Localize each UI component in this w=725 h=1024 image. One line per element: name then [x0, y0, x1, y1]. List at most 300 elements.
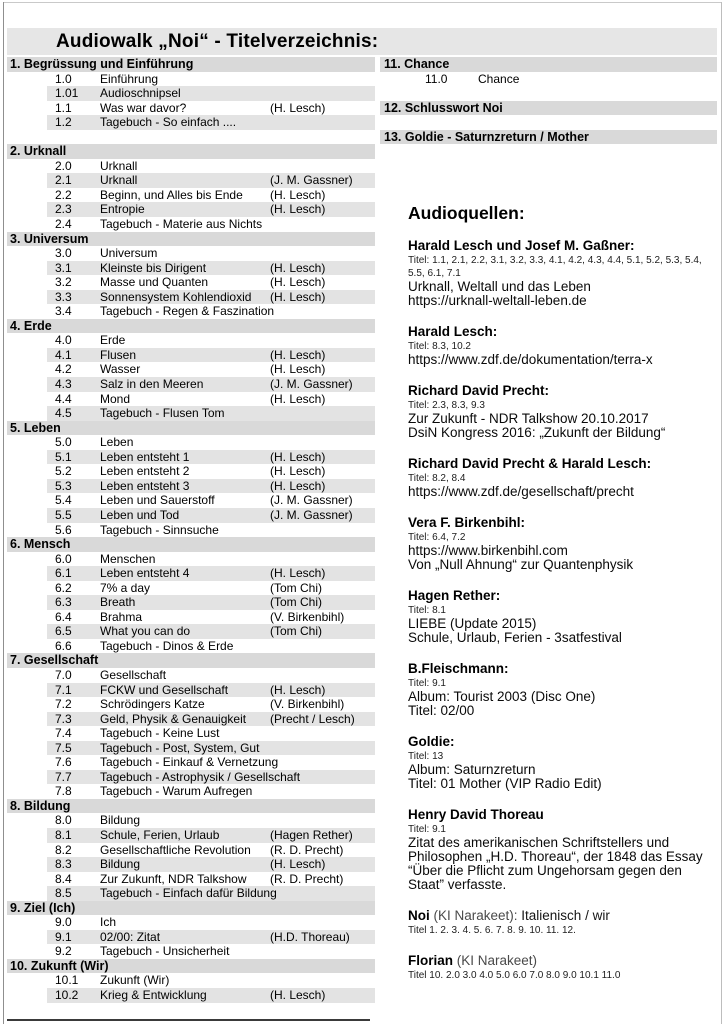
track-row [47, 523, 375, 538]
track-title: Was war davor? [100, 100, 187, 115]
source-detail-line: Zitat des amerikanischen Schriftstellers und Philosophen „H.D. Thoreau“, der 1848 das Essay “Über die Pflicht zum Ungehorsam gegen den Staat” verfasste. [408, 835, 703, 892]
track-row [47, 86, 375, 101]
source-name-line [408, 323, 716, 340]
track-number: 5.5 [55, 507, 72, 522]
source-detail-line: Urknall, Weltall und das Leben [408, 279, 591, 294]
track-number: 5.4 [55, 493, 72, 508]
section-header: 3. Universum [7, 232, 375, 247]
track-title: 02/00: Zitat [100, 929, 161, 944]
track-author [270, 523, 375, 538]
track-author: (H. Lesch) [270, 464, 326, 479]
audio-source-entry [408, 587, 716, 645]
track-title: Masse und Quanten [100, 275, 209, 290]
track-title: Kleinste bis Dirigent [100, 260, 207, 275]
track-row [47, 784, 375, 799]
track-author [270, 755, 375, 770]
audio-sources-panel [408, 203, 716, 997]
source-name-line [408, 907, 716, 924]
track-row [47, 610, 375, 625]
track-title: Tagebuch - Dinos & Erde [100, 638, 234, 653]
track-number: 8.4 [55, 871, 72, 886]
track-number: 11.0 [425, 71, 448, 86]
track-author: (H. Lesch) [270, 857, 326, 872]
track-author [270, 552, 375, 567]
track-author: (V. Birkenbihl) [270, 697, 345, 712]
track-number: 6.1 [55, 566, 72, 581]
audio-sources-list [408, 237, 716, 982]
track-author [270, 726, 375, 741]
track-title: Krieg & Entwicklung [100, 988, 207, 1002]
track-number: 6.0 [55, 551, 72, 566]
track-row [47, 624, 375, 639]
track-author [270, 72, 375, 87]
track-title: Tagebuch - Materie aus Nichts [100, 217, 263, 232]
track-row [47, 304, 375, 319]
track-title: Entropie [100, 202, 145, 217]
track-row [47, 173, 375, 188]
track-title: FCKW und Gesellschaft [100, 682, 229, 697]
track-number: 5.6 [55, 522, 72, 537]
track-row [47, 508, 375, 523]
source-detail-line: Schule, Urlaub, Ferien - 3satfestival [408, 630, 622, 645]
track-row [47, 159, 375, 174]
track-row [47, 261, 375, 276]
track-title: Tagebuch - Sinnsuche [100, 522, 219, 537]
track-row [47, 246, 375, 261]
section-gap [7, 130, 375, 145]
track-title: Tagebuch - Einfach dafür Bildung [100, 886, 277, 901]
track-row [47, 392, 375, 407]
source-detail-line: Zur Zukunft - NDR Talkshow 20.10.2017 [408, 411, 649, 426]
track-author: (H. Lesch) [270, 478, 326, 493]
track-author [270, 770, 375, 785]
track-number: 4.1 [55, 347, 72, 362]
track-row [47, 377, 375, 392]
track-number: 1.01 [55, 86, 79, 101]
track-author: (H. Lesch) [270, 449, 326, 464]
source-name-line [408, 587, 716, 604]
source-name-detail: (KI Narakeet) [453, 953, 538, 968]
source-name-line [408, 455, 716, 472]
source-titel-list: Titel 1. 2. 3. 4. 5. 6. 7. 8. 9. 10. 11. 12. [408, 925, 576, 936]
track-row [47, 886, 375, 901]
source-name: Richard David Precht & Harald Lesch: [408, 456, 652, 471]
source-titel-list: Titel: 8.3, 10.2 [408, 341, 471, 352]
track-number: 6.6 [55, 638, 72, 653]
track-row [47, 683, 375, 698]
source-name-detail: (KI Narakeet): [429, 908, 522, 923]
source-titel-list: Titel: 1.1, 2.1, 2.2, 3.1, 3.2, 3.3, 4.1, 4.2, 4.3, 4.4, 5.1, 5.2, 5.3, 5.4, 5.5, 6.1, 7.1 [408, 255, 702, 279]
toc-left-column [7, 57, 375, 1003]
track-number: 3.4 [55, 304, 72, 319]
track-row [47, 988, 375, 1003]
track-author: (H. Lesch) [270, 275, 326, 290]
track-author [270, 639, 375, 654]
track-number: 5.1 [55, 449, 72, 464]
audio-source-entry [408, 514, 716, 572]
audio-source-entry [408, 382, 716, 440]
track-number: 5.0 [55, 435, 72, 450]
track-number: 9.0 [55, 915, 72, 930]
track-row [47, 202, 375, 217]
track-number: 7.2 [55, 697, 72, 712]
track-row [47, 552, 375, 567]
track-row [47, 595, 375, 610]
track-title: Leben und Sauerstoff [100, 493, 215, 508]
source-name-line [408, 237, 716, 254]
track-row [47, 741, 375, 756]
track-number: 1.0 [55, 71, 72, 86]
track-number: 3.0 [55, 246, 72, 261]
track-author: (H.D. Thoreau) [270, 929, 350, 944]
track-row [47, 348, 375, 363]
section-gap [380, 86, 717, 101]
track-number: 7.0 [55, 667, 72, 682]
track-number: 7.8 [55, 784, 72, 799]
track-number: 8.3 [55, 857, 72, 872]
track-title: Tagebuch - Flusen Tom [100, 406, 225, 421]
track-number: 7.1 [55, 682, 72, 697]
track-author [270, 915, 375, 930]
track-number: 7.5 [55, 740, 72, 755]
track-row [47, 944, 375, 959]
track-number: 10.2 [55, 988, 79, 1002]
track-row [47, 973, 375, 988]
track-number: 9.2 [55, 944, 72, 959]
track-title: Leben entsteht 2 [100, 464, 190, 479]
track-row [47, 726, 375, 741]
track-title: Erde [100, 333, 126, 348]
track-title: Salz in den Meeren [100, 377, 204, 392]
source-name-line [408, 382, 716, 399]
track-title: Tagebuch - Keine Lust [100, 726, 220, 741]
source-titel-list: Titel: 6.4, 7.2 [408, 532, 466, 543]
track-row [47, 915, 375, 930]
track-row [47, 362, 375, 377]
track-author [270, 159, 375, 174]
track-number: 4.0 [55, 333, 72, 348]
track-title: Bildung [100, 813, 141, 828]
track-row [47, 275, 375, 290]
track-title: Chance [478, 71, 520, 86]
track-number: 7.4 [55, 726, 72, 741]
track-title: Schrödingers Katze [100, 697, 205, 712]
section-header: 10. Zukunft (Wir) [7, 959, 375, 974]
track-number: 7.3 [55, 711, 72, 726]
track-row [47, 435, 375, 450]
track-number: 1.1 [55, 100, 72, 115]
track-title: Brahma [100, 609, 143, 624]
source-name-language: Italienisch / wir [521, 908, 610, 923]
section-header: 6. Mensch [7, 537, 375, 552]
section-header: 7. Gesellschaft [7, 653, 375, 668]
audio-source-entry [408, 237, 716, 308]
track-row [47, 464, 375, 479]
track-row [420, 72, 717, 87]
track-number: 1.2 [55, 115, 72, 130]
source-name-line [408, 660, 716, 677]
track-author: (R. D. Precht) [270, 842, 344, 857]
track-title: Einführung [100, 71, 159, 86]
track-title: Gesellschaft [100, 667, 167, 682]
track-row [47, 566, 375, 581]
track-title: Beginn, und Alles bis Ende [100, 187, 243, 202]
track-number: 5.2 [55, 464, 72, 479]
source-name: Goldie: [408, 734, 455, 749]
source-url-link[interactable]: https://urknall-weltall-leben.de [408, 293, 587, 308]
track-title: Leben [100, 435, 134, 450]
track-row [47, 217, 375, 232]
track-title: Zur Zukunft, NDR Talkshow [100, 871, 247, 886]
track-author [270, 973, 375, 988]
section-gap [380, 115, 717, 130]
track-author: (H. Lesch) [270, 566, 326, 581]
track-author: (H. Lesch) [270, 289, 326, 304]
track-number: 3.3 [55, 289, 72, 304]
track-row [47, 493, 375, 508]
track-title: Tagebuch - Regen & Faszination [100, 304, 275, 319]
toc-right-column [380, 57, 717, 144]
track-author: (H. Lesch) [270, 202, 326, 217]
track-number: 3.1 [55, 260, 72, 275]
page-border-right [721, 2, 722, 1024]
track-title: Wasser [100, 362, 141, 377]
source-detail-line: LIEBE (Update 2015) [408, 616, 537, 631]
track-author [270, 333, 375, 348]
track-title: Tagebuch - Unsicherheit [100, 944, 230, 959]
track-row [47, 828, 375, 843]
source-titel-list: Titel: 2.3, 8.3, 9.3 [408, 400, 485, 411]
section-header: 12. Schlusswort Noi [380, 101, 717, 116]
track-number: 9.1 [55, 929, 72, 944]
source-titel-list: Titel: 8.1 [408, 605, 446, 616]
track-row [47, 479, 375, 494]
source-detail-line: Titel: 02/00 [408, 703, 475, 718]
track-author [270, 406, 375, 421]
track-title: Leben entsteht 1 [100, 449, 190, 464]
track-author: (H. Lesch) [270, 682, 326, 697]
track-title: Ich [100, 915, 117, 930]
track-author [270, 435, 375, 450]
source-titel-list: Titel: 9.1 [408, 824, 446, 835]
track-author: (Tom Chi) [270, 580, 323, 595]
track-author: (Precht / Lesch) [270, 711, 355, 726]
source-name-line [408, 514, 716, 531]
section-header: 1. Begrüssung und Einführung [7, 57, 375, 72]
track-row [47, 930, 375, 945]
track-title: Gesellschaftliche Revolution [100, 842, 251, 857]
track-row [47, 581, 375, 596]
track-title: Universum [100, 246, 158, 261]
source-name: Richard David Precht: [408, 383, 550, 398]
track-author: (H. Lesch) [270, 347, 326, 362]
audio-sources-heading: Audioquellen: [408, 203, 525, 223]
track-number: 4.2 [55, 362, 72, 377]
source-name: Florian [408, 953, 454, 968]
track-number: 2.1 [55, 173, 72, 188]
section-header: 5. Leben [7, 421, 375, 436]
track-author: (H. Lesch) [270, 362, 326, 377]
track-author: (Hagen Rether) [270, 827, 353, 842]
source-name: Vera F. Birkenbihl: [408, 515, 526, 530]
track-author: (J. M. Gassner) [270, 377, 353, 392]
track-row [47, 857, 375, 872]
source-detail-line: DsiN Kongress 2016: „Zukunft der Bildung“ [408, 425, 666, 440]
source-name: B.Fleischmann: [408, 661, 509, 676]
track-title: Mond [100, 391, 131, 406]
track-title: Flusen [100, 347, 137, 362]
track-row [47, 101, 375, 116]
track-number: 3.2 [55, 275, 72, 290]
track-author [270, 886, 375, 901]
track-title: Tagebuch - Post, System, Gut [100, 740, 260, 755]
page-border-bottom [7, 1019, 370, 1021]
source-detail-line: Album: Saturnzreturn [408, 762, 536, 777]
track-author [270, 784, 375, 799]
track-title: Leben entsteht 3 [100, 478, 190, 493]
track-author: (H. Lesch) [270, 391, 326, 406]
title-bar [7, 28, 717, 55]
track-row [47, 450, 375, 465]
source-url-link[interactable]: https://www.birkenbihl.com [408, 543, 568, 558]
track-author [270, 813, 375, 828]
audio-source-entry [408, 660, 716, 718]
source-name: Noi [408, 908, 430, 923]
track-number: 6.4 [55, 609, 72, 624]
track-number: 7.7 [55, 769, 72, 784]
track-author: (H. Lesch) [270, 988, 326, 1002]
track-row [47, 813, 375, 828]
audio-source-entry [408, 455, 716, 499]
source-titel-list: Titel: 8.2, 8.4 [408, 473, 466, 484]
track-title: 7% a day [100, 580, 151, 595]
track-title: Zukunft (Wir) [100, 973, 170, 988]
track-number: 4.3 [55, 377, 72, 392]
track-author [270, 741, 375, 756]
track-author: (Tom Chi) [270, 595, 323, 610]
track-author: (R. D. Precht) [270, 871, 344, 886]
track-author [270, 115, 375, 130]
track-row [47, 188, 375, 203]
track-title: Tagebuch - So einfach .... [100, 115, 237, 130]
track-row [47, 712, 375, 727]
track-number: 2.3 [55, 202, 72, 217]
track-author: (J. M. Gassner) [270, 173, 353, 188]
track-number: 8.1 [55, 827, 72, 842]
track-title: Menschen [100, 551, 156, 566]
source-detail-line: Titel: 01 Mother (VIP Radio Edit) [408, 776, 602, 791]
source-name-line [408, 952, 716, 969]
track-author: (H. Lesch) [270, 260, 326, 275]
track-title: Leben und Tod [100, 507, 180, 522]
section-header: 8. Bildung [7, 799, 375, 814]
audio-source-entry [408, 952, 716, 982]
section-header: 4. Erde [7, 319, 375, 334]
track-number: 8.5 [55, 886, 72, 901]
page-title: Audiowalk „Noi“ - Titelverzeichnis: [56, 31, 379, 52]
source-name-line [408, 806, 716, 823]
track-author [270, 304, 375, 319]
source-titel-list: Titel: 9.1 [408, 678, 446, 689]
track-row [47, 770, 375, 785]
track-title: Tagebuch - Einkauf & Vernetzung [100, 755, 279, 770]
track-title: Geld, Physik & Genauigkeit [100, 711, 247, 726]
section-header: 13. Goldie - Saturnzreturn / Mother [380, 130, 717, 145]
track-number: 10.1 [55, 973, 79, 988]
track-author [270, 86, 375, 101]
track-title: Leben entsteht 4 [100, 566, 190, 581]
track-title: Urknall [100, 173, 138, 188]
track-number: 2.0 [55, 158, 72, 173]
track-number: 8.2 [55, 842, 72, 857]
track-number: 8.0 [55, 813, 72, 828]
track-row [47, 755, 375, 770]
track-title: Tagebuch - Astrophysik / Gesellschaft [100, 769, 301, 784]
audio-source-entry [408, 323, 716, 367]
track-number: 6.5 [55, 624, 72, 639]
source-name: Harald Lesch und Josef M. Gaßner: [408, 238, 635, 253]
track-author: (V. Birkenbihl) [270, 609, 345, 624]
track-row [47, 333, 375, 348]
track-author [270, 944, 375, 959]
track-number: 4.4 [55, 391, 72, 406]
track-title: Breath [100, 595, 136, 610]
audio-source-entry [408, 806, 716, 892]
section-header: 2. Urknall [7, 144, 375, 159]
track-row [47, 697, 375, 712]
audio-source-entry [408, 907, 716, 937]
source-titel-list: Titel 10. 2.0 3.0 4.0 5.0 6.0 7.0 8.0 9.0 10.1 11.0 [408, 970, 621, 981]
section-header: 9. Ziel (Ich) [7, 901, 375, 916]
section-header: 11. Chance [380, 57, 717, 72]
track-number: 2.4 [55, 217, 72, 232]
source-detail-line: Von „Null Ahnung“ zur Quantenphysik [408, 557, 634, 572]
track-author [270, 246, 375, 261]
track-author [270, 668, 375, 683]
audio-source-entry [408, 733, 716, 791]
track-title: Audioschnipsel [100, 86, 181, 101]
track-author: (J. M. Gassner) [270, 507, 353, 522]
track-title: Bildung [100, 857, 141, 872]
page-border-left [3, 2, 4, 1024]
track-title: Schule, Ferien, Urlaub [100, 827, 220, 842]
track-row [47, 406, 375, 421]
source-url-link[interactable]: https://www.zdf.de/gesellschaft/precht [408, 484, 634, 499]
source-name: Hagen Rether: [408, 588, 501, 603]
track-number: 2.2 [55, 187, 72, 202]
track-number: 4.5 [55, 406, 72, 421]
track-row [47, 872, 375, 887]
track-row [47, 290, 375, 305]
track-number: 7.6 [55, 755, 72, 770]
track-row [47, 668, 375, 683]
track-author: (J. M. Gassner) [270, 493, 353, 508]
page-border-top [3, 2, 722, 3]
source-detail-line: Album: Tourist 2003 (Disc One) [408, 689, 596, 704]
source-url-link[interactable]: https://www.zdf.de/dokumentation/terra-x [408, 352, 653, 367]
track-row [47, 639, 375, 654]
source-name: Harald Lesch: [408, 324, 498, 339]
track-row [47, 115, 375, 130]
track-row [47, 72, 375, 87]
source-name-line [408, 733, 716, 750]
track-row [47, 843, 375, 858]
track-number: 6.3 [55, 595, 72, 610]
track-title: What you can do [100, 624, 191, 639]
track-author: (H. Lesch) [270, 187, 326, 202]
track-title: Urknall [100, 158, 138, 173]
track-number: 6.2 [55, 580, 72, 595]
